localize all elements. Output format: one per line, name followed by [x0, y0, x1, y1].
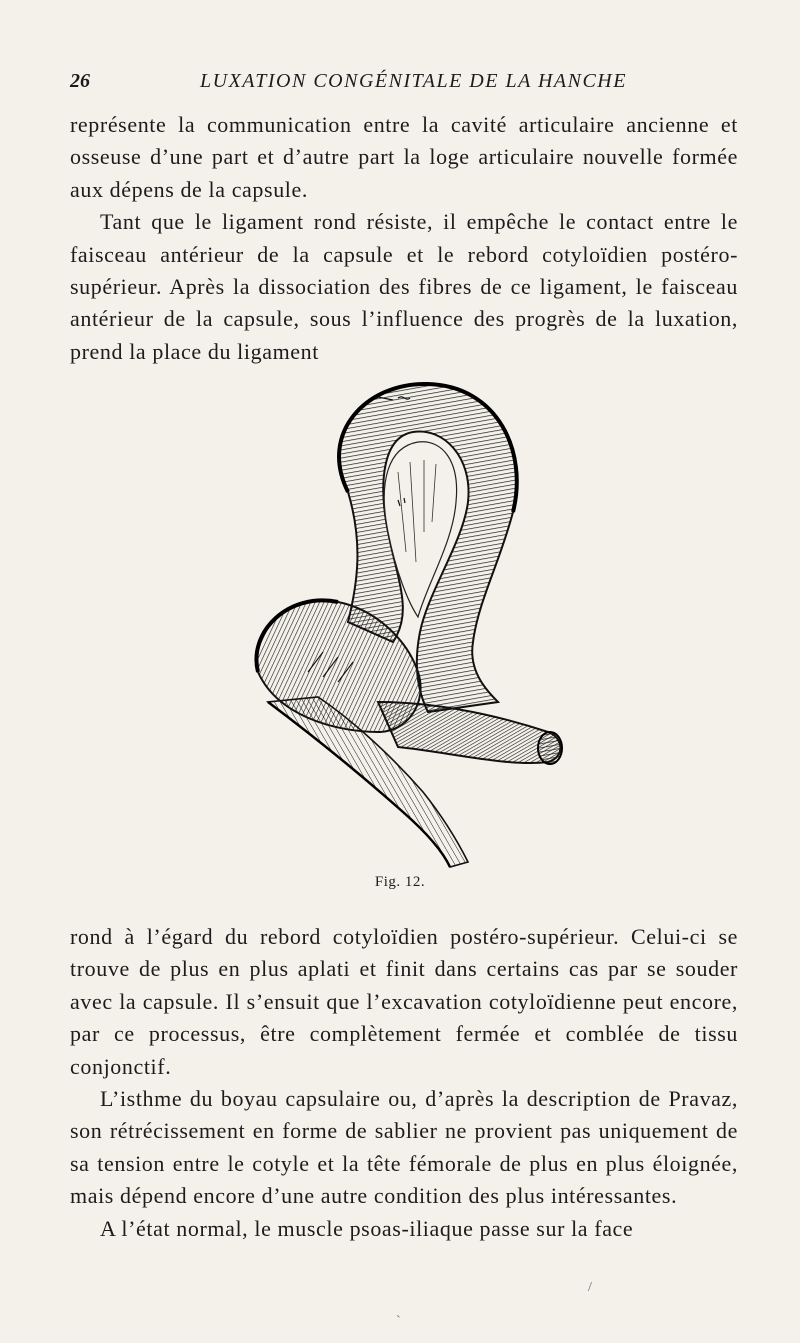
paragraph: rond à l’égard du rebord cotyloïdien postéro-supérieur. Celui-ci se trouve de plus en plus aplati et finit dans certains cas par se souder avec la capsule. Il s’ensuit que l’excavation cotyloïdienne peut encore, par ce processus, être complètement fermée et comblée de tissu conjonctif. [70, 924, 738, 1079]
print-speck: / [588, 1280, 592, 1295]
paragraph: Tant que le ligament rond résiste, il empêche le contact entre le faisceau antérieur de la capsule et le rebord cotyloïdien postéro-supérieur. Après la dissociation des fibres de ce ligament, le faisceau antérieur de la capsule, sous l’influence des progrès de la luxation, prend la place du ligament [70, 209, 738, 364]
print-speck: ` [396, 1314, 401, 1329]
text-block-top [70, 109, 738, 368]
running-title: LUXATION CONGÉNITALE DE LA HANCHE [200, 70, 627, 92]
page-number: 26 [70, 70, 90, 92]
capsule-band [378, 702, 560, 763]
band-end [538, 732, 562, 764]
paragraph: A l’état normal, le muscle psoas-iliaque passe sur la face [100, 1215, 634, 1241]
paragraph: représente la communication entre la cavité articulaire ancienne et osseuse d’une part et d’autre part la loge articulaire nouvelle formée aux dépens de la capsule. [70, 112, 738, 202]
page-header [70, 70, 730, 98]
text-block-bottom [70, 921, 738, 1245]
figure-caption: Fig. 12. [374, 874, 426, 890]
anatomical-illustration [228, 372, 568, 872]
paragraph: L’isthme du boyau capsulaire ou, d’après la description de Pravaz, son rétrécissement en forme de sablier ne provient pas uniquement de sa tension entre le cotyle et la tête fémorale de plus en plus éloignée, mais dépend encore d’une autre condition des plus intéressantes. [70, 1086, 738, 1209]
